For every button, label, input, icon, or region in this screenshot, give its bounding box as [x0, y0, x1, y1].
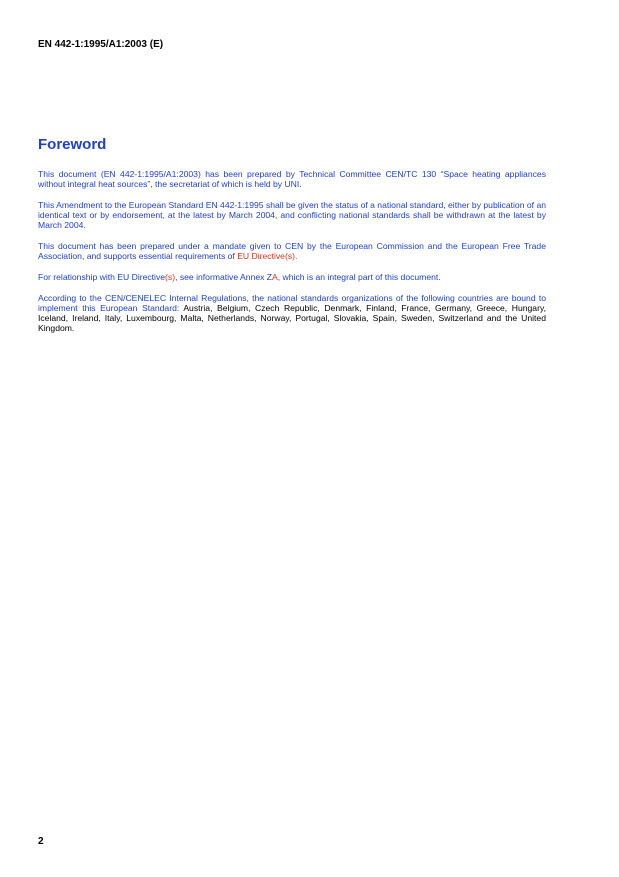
page-number: 2	[38, 836, 44, 847]
relationship-text-c: , which is an integral part of this document.	[277, 271, 441, 282]
paragraph-relationship	[38, 272, 546, 282]
annex-letter: A	[272, 271, 278, 282]
paragraph-mandate-text: This document has been prepared under a mandate given to CEN by the European Commission and the European Free Trade Association, and supports essential requirements of	[38, 241, 546, 262]
paragraph-preparation: This document (EN 442-1:1995/A1:2003) has been prepared by Technical Committee CEN/TC 130 “Space heating appliances without integral heat sources”, the secretariat of which is held by UNI.	[38, 169, 546, 190]
eu-directive-reference: EU Directive(s)	[237, 251, 295, 262]
relationship-text-a: For relationship with EU Directive	[38, 271, 166, 282]
paragraph-countries	[38, 293, 546, 334]
foreword-body	[38, 169, 546, 344]
document-header: EN 442-1:1995/A1:2003 (E)	[38, 39, 164, 50]
relationship-text-b: , see informative Annex Z	[175, 271, 273, 282]
foreword-heading: Foreword	[38, 136, 107, 153]
countries-intro: According to the CEN/CENELEC Internal Regulations, the national standards organizations of the following countries are bound to implement this European Standard:	[38, 292, 546, 313]
relationship-plural-marker: (s)	[165, 271, 176, 282]
paragraph-amendment-status: This Amendment to the European Standard EN 442-1:1995 shall be given the status of a national standard, either by publication of an identical text or by endorsement, at the latest by March 2004, and conflicting national standards shall be withdrawn at the latest by March 2004.	[38, 199, 546, 231]
paragraph-mandate	[38, 241, 546, 261]
paragraph-mandate-end: .	[294, 251, 298, 262]
countries-list: Austria, Belgium, Czech Republic, Denmark, Finland, France, Germany, Greece, Hungary, Iceland, Ireland, Italy, Luxembourg, Malta, Netherlands, Norway, Portugal, Slovakia, Spain, Sweden, Switzerland and the United Kingdom.	[38, 302, 546, 334]
